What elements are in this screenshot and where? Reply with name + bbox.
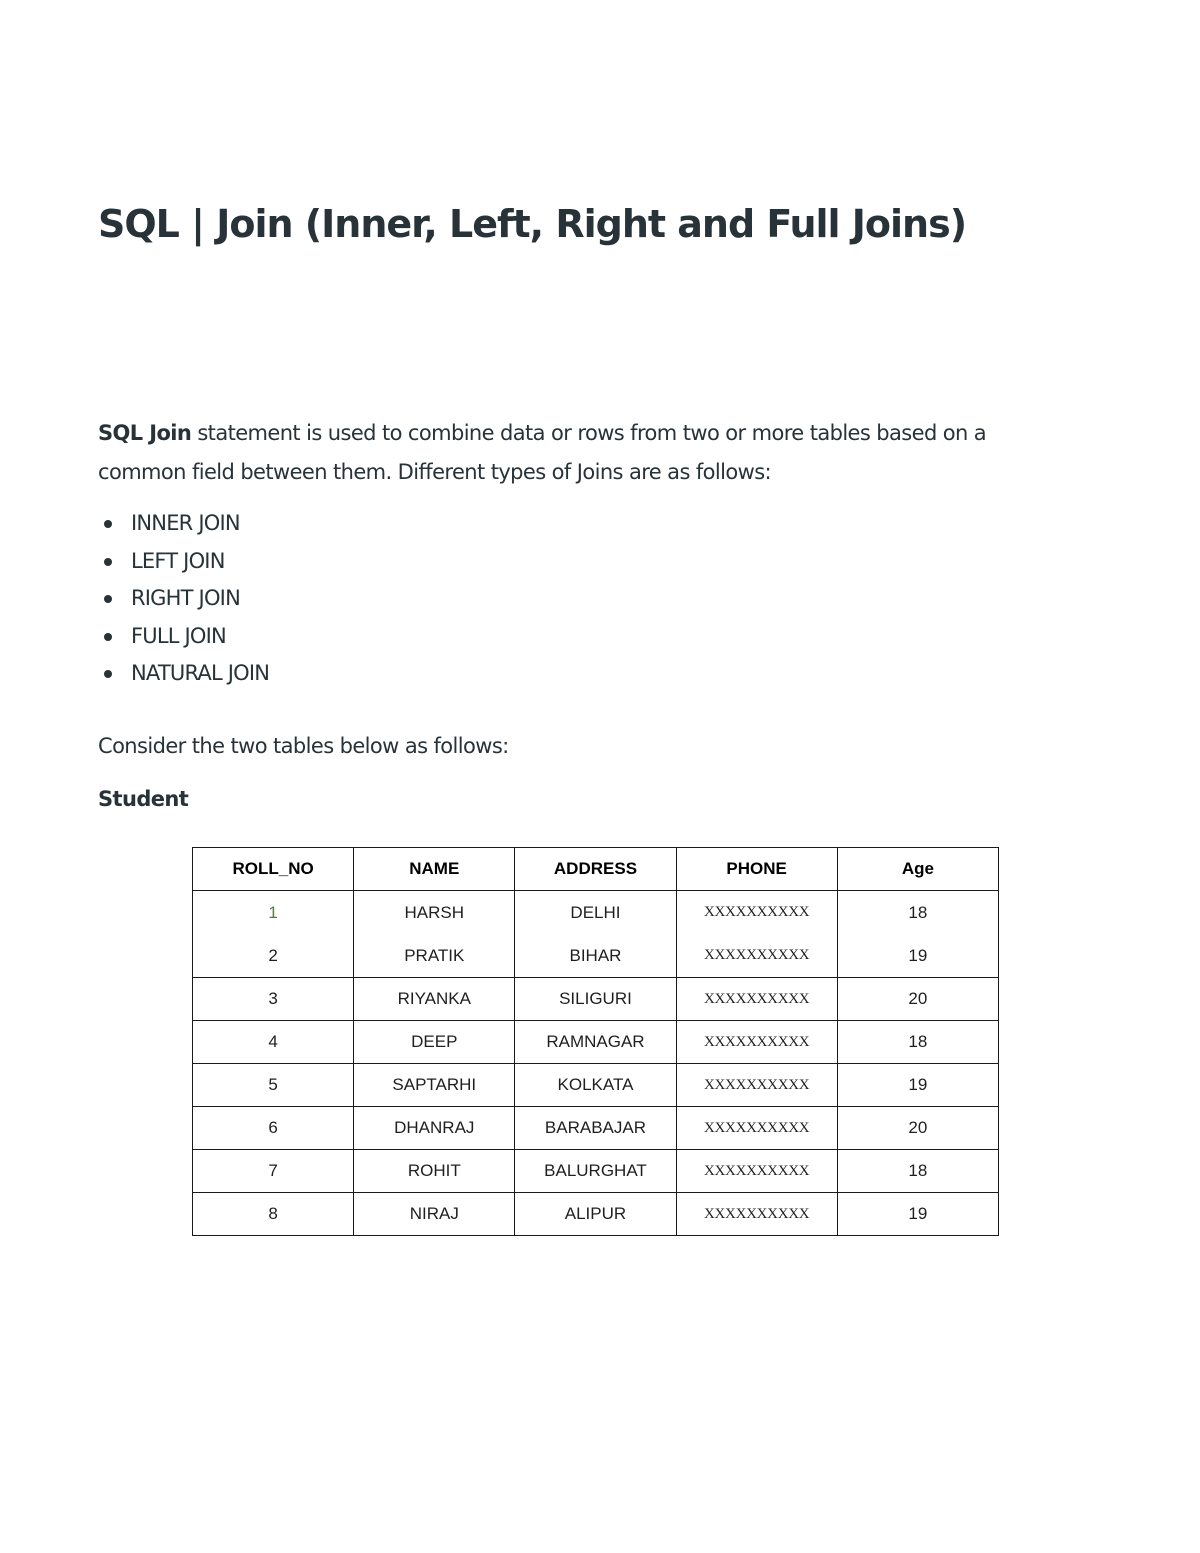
cell-age: 19: [837, 1193, 998, 1236]
cell-phone: XXXXXXXXXX: [676, 1150, 837, 1193]
list-item: LEFT JOIN: [98, 543, 269, 581]
cell-age: 18: [837, 891, 998, 935]
cell-name: DHANRAJ: [354, 1107, 515, 1150]
list-item: INNER JOIN: [98, 505, 269, 543]
intro-paragraph: [98, 414, 1078, 492]
bullet-icon: [104, 633, 112, 641]
table-row: [193, 978, 999, 1021]
cell-address: ALIPUR: [515, 1193, 676, 1236]
cell-address: DELHI: [515, 891, 676, 935]
cell-name: HARSH: [354, 891, 515, 935]
bullet-icon: [104, 670, 112, 678]
table-row: [193, 1193, 999, 1236]
header-phone: PHONE: [676, 848, 837, 891]
header-roll-no: ROLL_NO: [193, 848, 354, 891]
cell-phone: XXXXXXXXXX: [676, 891, 837, 935]
join-types-list: [98, 505, 269, 693]
cell-phone: XXXXXXXXXX: [676, 934, 837, 978]
cell-roll-no: 8: [193, 1193, 354, 1236]
cell-roll-no: 3: [193, 978, 354, 1021]
cell-roll-no: 7: [193, 1150, 354, 1193]
bullet-icon: [104, 520, 112, 528]
header-name: NAME: [354, 848, 515, 891]
cell-phone: XXXXXXXXXX: [676, 1021, 837, 1064]
cell-name: RIYANKA: [354, 978, 515, 1021]
cell-age: 18: [837, 1150, 998, 1193]
intro-bold-term: SQL Join: [98, 421, 192, 445]
cell-age: 19: [837, 934, 998, 978]
cell-name: SAPTARHI: [354, 1064, 515, 1107]
list-item: NATURAL JOIN: [98, 655, 269, 693]
bullet-icon: [104, 595, 112, 603]
cell-address: BARABAJAR: [515, 1107, 676, 1150]
header-age: Age: [837, 848, 998, 891]
cell-roll-no: 6: [193, 1107, 354, 1150]
table-row: [193, 1064, 999, 1107]
bullet-icon: [104, 558, 112, 566]
cell-phone: XXXXXXXXXX: [676, 1193, 837, 1236]
table-row: [193, 1021, 999, 1064]
cell-age: 20: [837, 1107, 998, 1150]
cell-address: KOLKATA: [515, 1064, 676, 1107]
list-item: FULL JOIN: [98, 618, 269, 656]
cell-name: PRATIK: [354, 934, 515, 978]
cell-age: 18: [837, 1021, 998, 1064]
cell-age: 19: [837, 1064, 998, 1107]
cell-address: BALURGHAT: [515, 1150, 676, 1193]
intro-text: statement is used to combine data or rows from two or more tables based on a common field between them. Different types of Joins are as follows:: [98, 421, 987, 484]
cell-address: RAMNAGAR: [515, 1021, 676, 1064]
cell-address: SILIGURI: [515, 978, 676, 1021]
cell-address: BIHAR: [515, 934, 676, 978]
cell-name: DEEP: [354, 1021, 515, 1064]
table-row: [193, 934, 999, 978]
table-row: [193, 1107, 999, 1150]
cell-roll-no: 1: [193, 891, 354, 935]
cell-phone: XXXXXXXXXX: [676, 1064, 837, 1107]
cell-name: NIRAJ: [354, 1193, 515, 1236]
consider-text: Consider the two tables below as follows:: [98, 734, 509, 758]
header-address: ADDRESS: [515, 848, 676, 891]
table-row: [193, 1150, 999, 1193]
cell-roll-no: 2: [193, 934, 354, 978]
cell-name: ROHIT: [354, 1150, 515, 1193]
cell-age: 20: [837, 978, 998, 1021]
cell-roll-no: 5: [193, 1064, 354, 1107]
page-title: SQL | Join (Inner, Left, Right and Full Joins): [98, 202, 967, 246]
list-item: RIGHT JOIN: [98, 580, 269, 618]
cell-phone: XXXXXXXXXX: [676, 1107, 837, 1150]
table-header-row: [193, 848, 999, 891]
table-caption: Student: [98, 787, 189, 811]
cell-phone: XXXXXXXXXX: [676, 978, 837, 1021]
student-table: [192, 847, 999, 1236]
table-row: [193, 891, 999, 935]
cell-roll-no: 4: [193, 1021, 354, 1064]
